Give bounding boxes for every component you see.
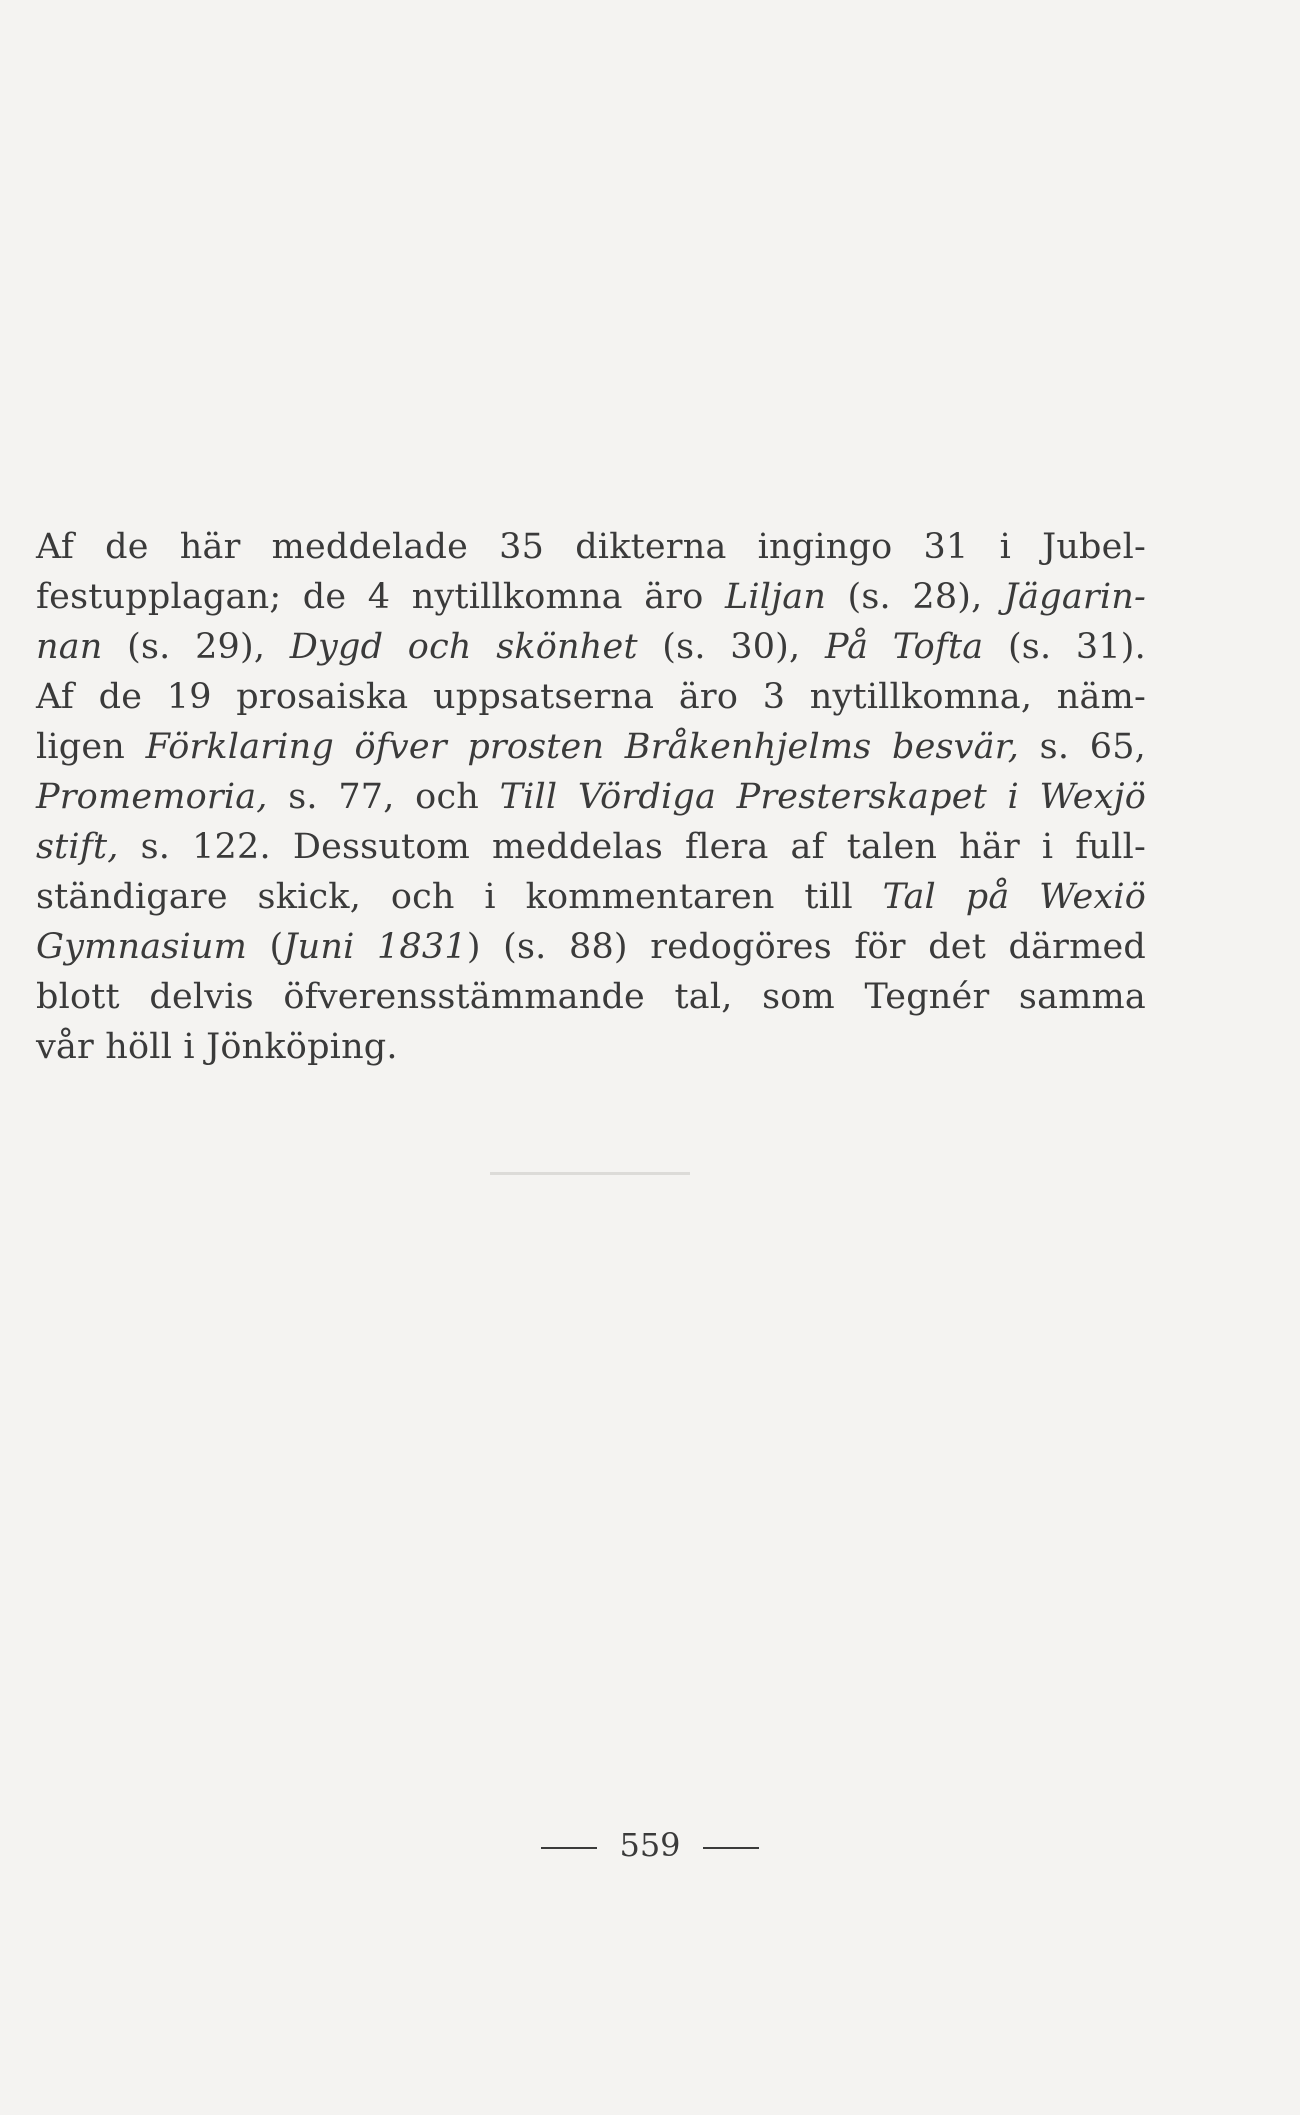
text-line [36, 572, 1146, 622]
italic-title: På Tofta [824, 627, 984, 667]
text-run: (s. 30), [637, 627, 825, 667]
text-line [36, 822, 1146, 872]
paragraph [36, 522, 1146, 1072]
text-line [36, 922, 1146, 972]
italic-title: nan [36, 627, 103, 667]
dash-left [541, 1847, 597, 1849]
text-line [36, 772, 1146, 822]
italic-title: Jägarin- [1003, 577, 1146, 617]
text-run: Af de 19 prosaiska uppsatserna äro 3 nytillkomna, näm- [36, 677, 1146, 717]
italic-title: Förklaring öfver prosten Bråkenhjelms besvär, [145, 727, 1020, 767]
text-run: vår höll i Jönköping. [36, 1027, 398, 1067]
italic-title: Promemoria, [36, 777, 268, 817]
text-run: ständigare skick, och i kommentaren till [36, 877, 883, 917]
text-line [36, 722, 1146, 772]
text-run: (s. 31). [983, 627, 1146, 667]
text-run: festupplagan; de 4 nytillkomna äro [36, 577, 725, 617]
separator-rule [490, 1172, 690, 1175]
text-line [36, 1022, 1146, 1072]
text-run: s. 65, [1019, 727, 1146, 767]
text-run: ) (s. 88) redogöres för det därmed [466, 927, 1146, 967]
text-run: (s. 29), [102, 627, 290, 667]
text-run: (s. 28), [826, 577, 1004, 617]
italic-title: Till Vördiga Presterskapet i Wexjö [499, 777, 1146, 817]
dash-right [703, 1847, 759, 1849]
text-line [36, 522, 1146, 572]
italic-title: Gymnasium [36, 927, 248, 967]
italic-title: stift, [36, 827, 119, 867]
text-run: s. 122. Dessutom meddelas flera af talen här i full- [118, 827, 1146, 867]
page-footer [0, 1820, 1300, 1870]
text-line [36, 622, 1146, 672]
text-run: ligen [36, 727, 146, 767]
italic-title: Liljan [724, 577, 827, 617]
text-line [36, 872, 1146, 922]
italic-title: Tal på Wexiö [882, 877, 1147, 917]
page-number: 559 [619, 1826, 681, 1864]
text-run: Af de här meddelade 35 dikterna ingingo 31 i Jubel- [36, 527, 1146, 567]
text-run: blott delvis öfverensstämmande tal, som Tegnér samma [36, 977, 1146, 1017]
italic-title: Dygd och skönhet [289, 627, 638, 667]
text-run: ( [247, 927, 284, 967]
text-line [36, 672, 1146, 722]
italic-title: Juni 1831 [283, 927, 467, 967]
text-line [36, 972, 1146, 1022]
text-run: s. 77, och [267, 777, 500, 817]
